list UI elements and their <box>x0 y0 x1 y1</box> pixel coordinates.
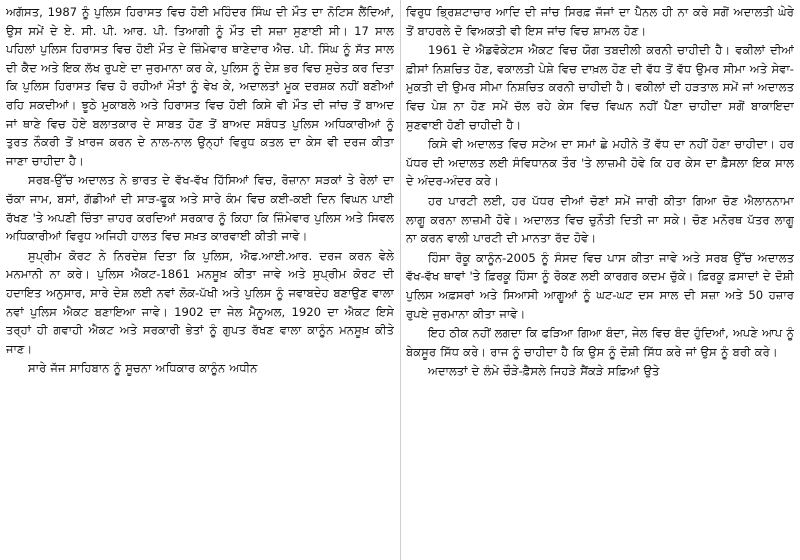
left-paragraph-1: ਅਗੱਸਤ, 1987 ਨੂੰ ਪੁਲਿਸ ਹਿਰਾਸਤ ਵਿਚ ਹੋਈ ਮਹਿੰਦਰ ਸਿੰਘ ਦੀ ਮੌਤ ਦਾ ਨੋਟਿਸ ਲੈਂਦਿਆਂ, ਉਸ ਸਮੇਂ ਦੇ ਏ. ਸੀ. ਪੀ. ਆਰ. ਪੀ. ਤਿਆਗੀ ਨੂੰ ਮੌਤ ਦੀ ਸਜ਼ਾ ਸੁਣਾਈ ਸੀ। 17 ਸਾਲ ਪਹਿਲਾਂ ਪੁਲਿਸ ਹਿਰਾਸਤ ਵਿਚ ਹੋਈ ਮੌਤ ਦੇ ਜ਼ਿੰਮੇਵਾਰ ਥਾਣੇਦਾਰ ਐਚ. ਪੀ. ਸਿੰਘ ਨੂੰ ਸੱਤ ਸਾਲ ਦੀ ਕੈਦ ਅਤੇ ਇਕ ਲੱਖ ਰੁਪਏ ਦਾ ਜੁਰਮਾਨਾ ਕਰ ਕੇ, ਪੁਲਿਸ ਨੂੰ ਦੇਸ਼ ਭਰ ਵਿਚ ਸੁਚੇਤ ਕਰ ਦਿਤਾ ਕਿ ਪੁਲਿਸ ਹਿਰਾਸਤ ਵਿਚ ਹੋ ਰਹੀਆਂ ਮੌਤਾਂ ਨੂੰ ਵੇਖ ਕੇ, ਅਦਾਲਤਾਂ ਮੂਕ ਦਰਸ਼ਕ ਨਹੀਂ ਬਣੀਆਂ ਰਹਿ ਸਕਦੀਆਂ। ਝੂਠੇ ਮੁਕਾਬਲੇ ਅਤੇ ਹਿਰਾਸਤ ਵਿਚ ਹੋਈ ਕਿਸੇ ਵੀ ਮੌਤ ਦੀ ਜਾਂਚ ਤੋਂ ਬਾਅਦ ਜਾਂ ਥਾਣੇ ਵਿਚ ਹੋਏ ਬਲਾਤਕਾਰ ਦੇ ਸਾਬਤ ਹੋਣ ਤੋਂ ਬਾਅਦ ਸਬੰਧਤ ਪੁਲਿਸ ਅਧਿਕਾਰੀਆਂ ਨੂੰ ਤੁਰਤ ਨੌਕਰੀ ਤੋਂ ਖ਼ਾਰਜ ਕਰਨ ਦੇ ਨਾਲ-ਨਾਲ ਉਨ੍ਹਾਂ ਵਿਰੁਧ ਕਤਲ ਦਾ ਕੇਸ ਵੀ ਦਰਜ ਕੀਤਾ ਜਾਣਾ ਚਾਹੀਦਾ ਹੈ। <box>6 5 394 168</box>
right-paragraph-5: ਹਿੰਸਾ ਰੋਕੂ ਕਾਨੂੰਨ-2005 ਨੂੰ ਸੰਸਦ ਵਿਚ ਪਾਸ ਕੀਤਾ ਜਾਵੇ ਅਤੇ ਸਰਬ ਉੱਚ ਅਦਾਲਤ ਵੱਖ-ਵੱਖ ਥਾਵਾਂ 'ਤੇ ਫ਼ਿਰਕੂ ਹਿੰਸਾ ਨੂੰ ਰੋਕਣ ਲਈ ਕਾਰਗਰ ਕਦਮ ਚੁੱਕੇ। ਫ਼ਿਰਕੂ ਫ਼ਸਾਦਾਂ ਦੇ ਦੋਸ਼ੀ ਪੁਲਿਸ ਅਫ਼ਸਰਾਂ ਅਤੇ ਸਿਆਸੀ ਆਗੂਆਂ ਨੂੰ ਘਟ-ਘਟ ਦਸ ਸਾਲ ਦੀ ਸਜ਼ਾ ਅਤੇ 50 ਹਜ਼ਾਰ ਰੁਪਏ ਜੁਰਮਾਨਾ ਕੀਤਾ ਜਾਵੇ। <box>406 250 794 321</box>
column-divider <box>400 0 401 560</box>
right-paragraph-4: ਹਰ ਪਾਰਟੀ ਲਈ, ਹਰ ਪੱਧਰ ਦੀਆਂ ਚੋਣਾਂ ਸਮੇਂ ਜਾਰੀ ਕੀਤਾ ਗਿਆ ਚੋਣ ਐਲਾਨਨਾਮਾ ਲਾਗੂ ਕਰਨਾ ਲਾਜ਼ਮੀ ਹੋਵੇ। ਅਦਾਲਤ ਵਿਚ ਚੁਨੌਤੀ ਦਿਤੀ ਜਾ ਸਕੇ। ਚੋਣ ਮਨੋਰਥ ਪੱਤਰ ਲਾਗੂ ਨਾ ਕਰਨ ਵਾਲੀ ਪਾਰਟੀ ਦੀ ਮਾਨਤਾ ਰੱਦ ਹੋਵੇ। <box>406 193 794 246</box>
right-paragraph-2: 1961 ਦੇ ਐਡਵੋਕੇਟਸ ਐਕਟ ਵਿਚ ਯੋਗ ਤਬਦੀਲੀ ਕਰਨੀ ਚਾਹੀਦੀ ਹੈ। ਵਕੀਲਾਂ ਦੀਆਂ ਫ਼ੀਸਾਂ ਨਿਸ਼ਚਿਤ ਹੋਣ, ਵਕਾਲਤੀ ਪੇਸ਼ੇ ਵਿਚ ਦਾਖ਼ਲ ਹੋਣ ਦੀ ਵੱਧ ਤੋਂ ਵੱਧ ਉਮਰ ਸੀਮਾ ਅਤੇ ਸੇਵਾ-ਮੁਕਤੀ ਦੀ ਉਮਰ ਸੀਮਾ ਨਿਸ਼ਚਿਤ ਕਰਨੀ ਚਾਹੀਦੀ ਹੈ। ਵਕੀਲਾਂ ਦੀ ਹੜਤਾਲ ਸਮੇਂ ਜਾਂ ਅਦਾਲਤ ਵਿਚ ਪੇਸ਼ ਨਾ ਹੋਣ ਸਮੇਂ ਚੱਲ ਰਹੇ ਕੇਸ ਵਿਚ ਵਿਘਨ ਨਹੀਂ ਪੈਣਾ ਚਾਹੀਦਾ ਸਗੋਂ ਬਾਕਾਇਦਾ ਸੁਣਵਾਈ ਹੋਣੀ ਚਾਹੀਦੀ ਹੈ। <box>406 43 794 132</box>
left-paragraph-2: ਸਰਬ-ਉੱਚ ਅਦਾਲਤ ਨੇ ਭਾਰਤ ਦੇ ਵੱਖ-ਵੱਖ ਹਿੱਸਿਆਂ ਵਿਚ, ਰੋਜ਼ਾਨਾ ਸੜਕਾਂ ਤੇ ਰੇਲਾਂ ਦਾ ਚੱਕਾ ਜਾਮ, ਬਸਾਂ, ਗੱਡੀਆਂ ਦੀ ਸਾੜ-ਫੂਕ ਅਤੇ ਸਾਰੇ ਕੰਮ ਵਿਚ ਕਈ-ਕਈ ਦਿਨ ਵਿਘਨ ਪਾਈ ਰੱਖਣ 'ਤੇ ਅਪਣੀ ਚਿੰਤਾ ਜ਼ਾਹਰ ਕਰਦਿਆਂ ਸਰਕਾਰ ਨੂੰ ਕਿਹਾ ਕਿ ਜ਼ਿੰਮੇਵਾਰ ਪੁਲਿਸ ਅਤੇ ਸਿਵਲ ਅਧਿਕਾਰੀਆਂ ਵਿਰੁਧ ਅਜਿਹੀ ਹਾਲਤ ਵਿਚ ਸਖ਼ਤ ਕਾਰਵਾਈ ਕੀਤੀ ਜਾਵੇ। <box>6 173 394 244</box>
right-paragraph-6: ਇਹ ਠੀਕ ਨਹੀਂ ਲਗਦਾ ਕਿ ਫੜਿਆ ਗਿਆ ਬੰਦਾ, ਜੇਲ ਵਿਚ ਬੰਦ ਹੁੰਦਿਆਂ, ਅਪਣੇ ਆਪ ਨੂੰ ਬੇਕਸੂਰ ਸਿੱਧ ਕਰੇ। ਰਾਜ ਨੂੰ ਚਾਹੀਦਾ ਹੈ ਕਿ ਉਸ ਨੂੰ ਦੋਸ਼ੀ ਸਿੱਧ ਕਰੇ ਜਾਂ ਉਸ ਨੂੰ ਬਰੀ ਕਰੇ। <box>406 326 794 359</box>
left-paragraph-3: ਸੁਪ੍ਰੀਮ ਕੋਰਟ ਨੇ ਨਿਰਦੇਸ਼ ਦਿਤਾ ਕਿ ਪੁਲਿਸ, ਐਫ.ਆਈ.ਆਰ. ਦਰਜ ਕਰਨ ਵੇਲੇ ਮਨਮਾਨੀ ਨਾ ਕਰੇ। ਪੁਲਿਸ ਐਕਟ-1861 ਮਨਸੂਖ਼ ਕੀਤਾ ਜਾਵੇ ਅਤੇ ਸੁਪ੍ਰੀਮ ਕੋਰਟ ਦੀ ਹਦਾਇਤ ਅਨੁਸਾਰ, ਸਾਰੇ ਦੇਸ਼ ਲਈ ਨਵਾਂ ਲੋਕ-ਪੱਖੀ ਅਤੇ ਪੁਲਿਸ ਨੂੰ ਜਵਾਬਦੇਹ ਬਣਾਉਣ ਵਾਲਾ ਨਵਾਂ ਪੁਲਿਸ ਐਕਟ ਬਣਾਇਆ ਜਾਵੇ। 1902 ਦਾ ਜੇਲ ਮੈਨੂਅਲ, 1920 ਦਾ ਐਕਟ ਇਸੇ ਤਰ੍ਹਾਂ ਹੀ ਗਵਾਹੀ ਐਕਟ ਅਤੇ ਸਰਕਾਰੀ ਭੇਤਾਂ ਨੂੰ ਗੁਪਤ ਰੱਖਣ ਵਾਲਾ ਕਾਨੂੰਨ ਮਨਸੂਖ਼ ਕੀਤੇ ਜਾਣ। <box>6 248 394 356</box>
right-paragraph-3: ਕਿਸੇ ਵੀ ਅਦਾਲਤ ਵਿਚ ਸਟੇਅ ਦਾ ਸਮਾਂ ਛੇ ਮਹੀਨੇ ਤੋਂ ਵੱਧ ਦਾ ਨਹੀਂ ਹੋਣਾ ਚਾਹੀਦਾ। ਹਰ ਪੱਧਰ ਦੀ ਅਦਾਲਤ ਲਈ ਸੰਵਿਧਾਨਕ ਤੌਰ 'ਤੇ ਲਾਜ਼ਮੀ ਹੋਵੇ ਕਿ ਹਰ ਕੇਸ ਦਾ ਫ਼ੈਸਲਾ ਇਕ ਸਾਲ ਦੇ ਅੰਦਰ-ਅੰਦਰ ਕਰੇ। <box>406 137 794 189</box>
right-paragraph-1: ਵਿਰੁਧ ਭ੍ਰਿਸ਼ਟਾਚਾਰ ਆਦਿ ਦੀ ਜਾਂਚ ਸਿਰਫ਼ ਜੱਜਾਂ ਦਾ ਪੈਨਲ ਹੀ ਨਾ ਕਰੇ ਸਗੋਂ ਅਦਾਲਤੀ ਘੇਰੇ ਤੋਂ ਬਾਹਰਲੇ ਦੋ ਵਿਅਕਤੀ ਵੀ ਇਸ ਜਾਂਚ ਵਿਚ ਸ਼ਾਮਲ ਹੋਣ। <box>406 5 794 38</box>
left-paragraph-4: ਸਾਰੇ ਜੱਜ ਸਾਹਿਬਾਨ ਨੂੰ ਸੂਚਨਾ ਅਧਿਕਾਰ ਕਾਨੂੰਨ ਅਧੀਨ <box>28 361 258 376</box>
right-column <box>406 3 794 560</box>
right-paragraph-7: ਅਦਾਲਤਾਂ ਦੇ ਲੰਮੇ ਚੌੜੇ-ਫ਼ੈਸਲੇ ਜਿਹੜੇ ਸੈਂਕੜੇ ਸਫ਼ਿਆਂ ਉਤੇ <box>428 364 660 379</box>
left-column <box>6 3 394 560</box>
